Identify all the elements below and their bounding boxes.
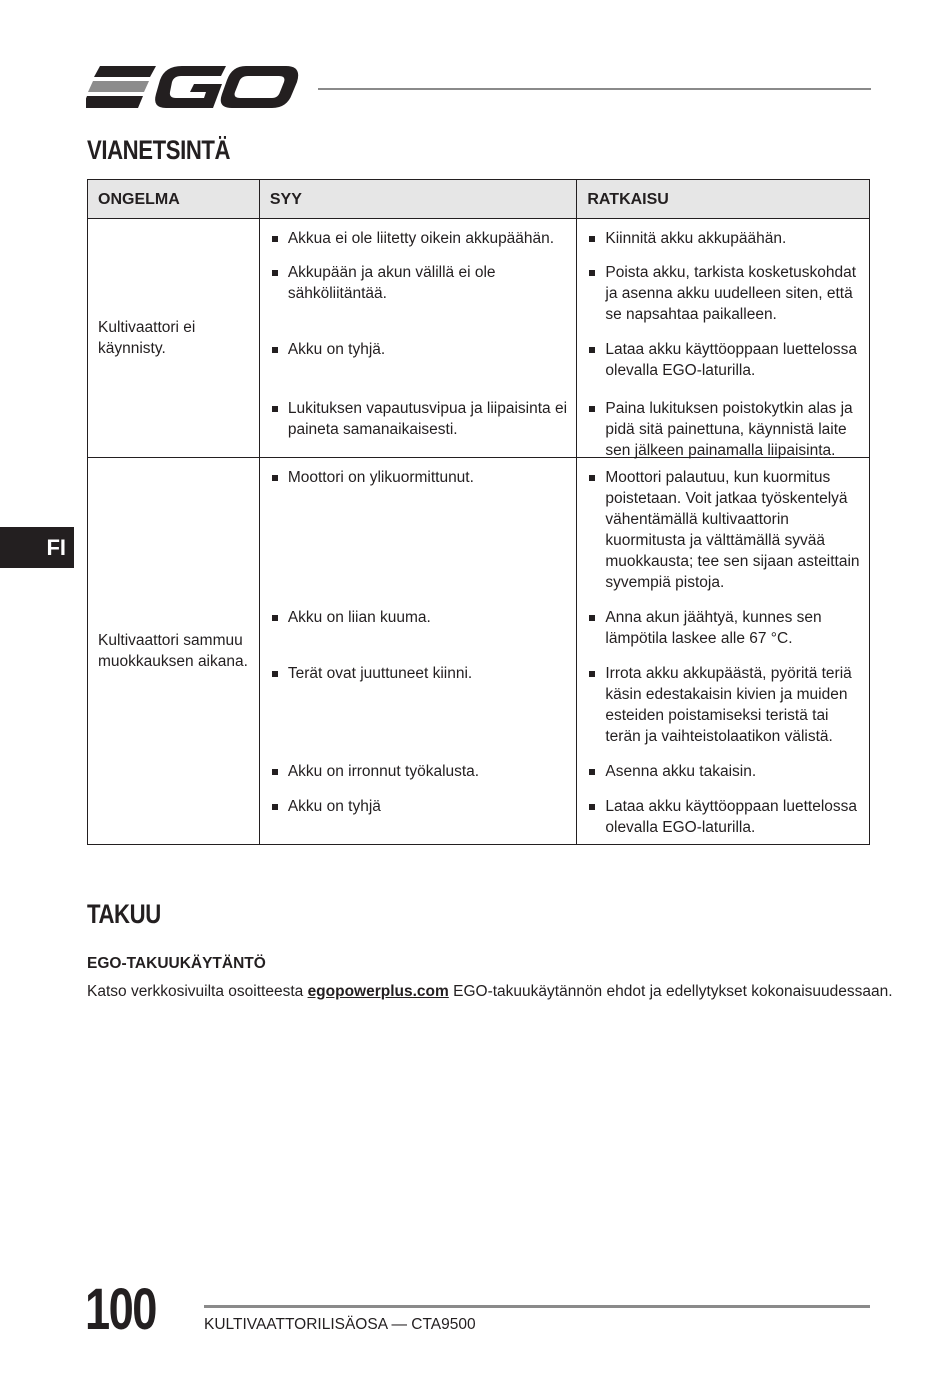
language-tab: FI bbox=[0, 527, 74, 568]
troubleshooting-title: VIANETSINTÄ bbox=[87, 135, 231, 165]
header-cause: SYY bbox=[259, 180, 577, 219]
solution-item: Lataa akku käyttöoppaan luettelossa olevalla EGO-laturilla. bbox=[577, 796, 869, 844]
cause-item: Moottori on ylikuormittunut. bbox=[260, 467, 577, 607]
page-number: 100 bbox=[85, 1277, 156, 1342]
warranty-paragraph bbox=[87, 983, 893, 1001]
cause-item: Akkupään ja akun välillä ei ole sähköliitäntää. bbox=[260, 262, 577, 339]
cause-item: Akku on irronnut työkalusta. bbox=[260, 761, 577, 796]
cause-item: Akku on tyhjä. bbox=[260, 339, 577, 398]
warranty-text-after: EGO-takuukäytännön ehdot ja edellytykset kokonaisuudessaan. bbox=[448, 983, 893, 1000]
header-rule bbox=[318, 88, 871, 90]
cause-item: Akku on tyhjä bbox=[260, 796, 577, 844]
cause-item: Terät ovat juuttuneet kiinni. bbox=[260, 663, 577, 761]
cause-cell bbox=[259, 219, 577, 458]
solution-cell bbox=[577, 458, 870, 845]
table-header-row bbox=[88, 180, 870, 219]
troubleshooting-table bbox=[87, 179, 870, 845]
solution-item: Irrota akku akkupäästä, pyöritä teriä käsin edestakaisin kivien ja muiden esteiden poistamiseksi teristä tai terän ja vaihteistolaatikon välistä. bbox=[577, 663, 869, 761]
solution-item: Asenna akku takaisin. bbox=[577, 761, 869, 796]
table-row bbox=[88, 458, 870, 845]
warranty-text-before: Katso verkkosivuilta osoitteesta bbox=[87, 983, 308, 1000]
cause-item: Lukituksen vapautusvipua ja liipaisinta ei paineta samanaikaisesti. bbox=[260, 398, 577, 457]
solution-item: Moottori palautuu, kun kuormitus poistetaan. Voit jatkaa työskentelyä vähentämällä kultivaattorin kuormitusta ja välttämällä syvää muokkausta; tee sen sijaan asteittain syvempiä pistoja. bbox=[577, 467, 869, 607]
header-solution: RATKAISU bbox=[577, 180, 870, 219]
solution-item: Anna akun jäähtyä, kunnes sen lämpötila laskee alle 67 °C. bbox=[577, 607, 869, 663]
solution-item: Kiinnitä akku akkupäähän. bbox=[577, 228, 869, 262]
header-problem: ONGELMA bbox=[88, 180, 260, 219]
warranty-link[interactable]: egopowerplus.com bbox=[307, 983, 449, 1000]
problem-cell: Kultivaattori ei käynnisty. bbox=[88, 219, 260, 458]
cause-item: Akku on liian kuuma. bbox=[260, 607, 577, 663]
cause-item: Akkua ei ole liitetty oikein akkupäähän. bbox=[260, 228, 577, 262]
warranty-title: TAKUU bbox=[87, 899, 161, 929]
warranty-subtitle: EGO-TAKUUKÄYTÄNTÖ bbox=[87, 955, 266, 972]
footer-title: KULTIVAATTORILISÄOSA — CTA9500 bbox=[204, 1316, 476, 1333]
problem-cell: Kultivaattori sammuu muokkauksen aikana. bbox=[88, 458, 260, 845]
ego-logo bbox=[86, 62, 300, 114]
solution-cell bbox=[577, 219, 870, 458]
solution-item: Lataa akku käyttöoppaan luettelossa olevalla EGO-laturilla. bbox=[577, 339, 869, 398]
table-row bbox=[88, 219, 870, 458]
cause-cell bbox=[259, 458, 577, 845]
footer-rule bbox=[204, 1305, 870, 1308]
solution-item: Poista akku, tarkista kosketuskohdat ja asenna akku uudelleen siten, että se napsahtaa paikalleen. bbox=[577, 262, 869, 339]
solution-item: Paina lukituksen poistokytkin alas ja pidä sitä painettuna, käynnistä laite sen jälkeen painamalla liipaisinta. bbox=[577, 398, 869, 457]
